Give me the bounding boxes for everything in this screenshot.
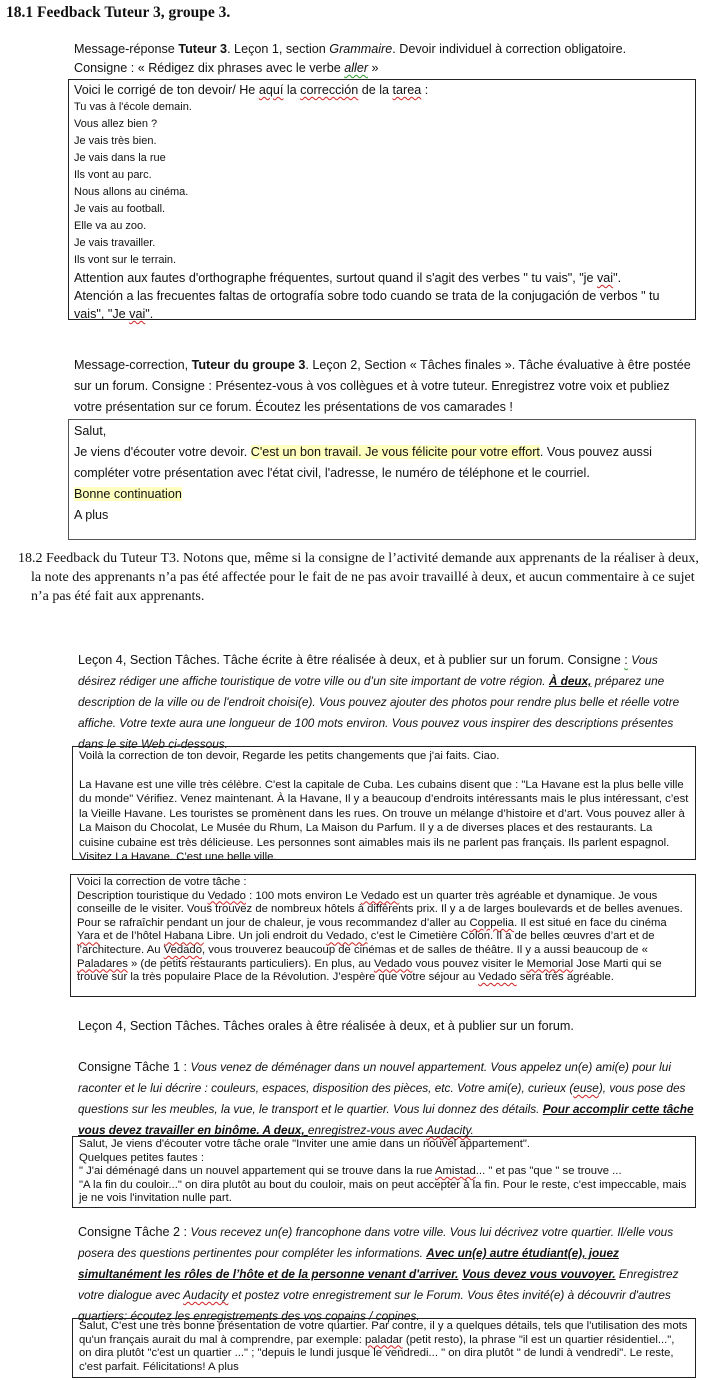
- signoff: A plus: [74, 508, 109, 522]
- sentence: Je vais travailler.: [74, 237, 156, 249]
- text: de la: [358, 83, 393, 97]
- highlighted-text: Bonne continuation: [74, 487, 182, 501]
- consigne-text: préparez une description de la ville ou de l'endroit choisi(e). Vous pouvez ajouter des photos pour rendre plus belle et réelle votre affiche. Votre texte aura une longueur de 100 mots environ. Vous pouvez vous inspirer des descriptions présentes dans le site Web ci-dessous.: [78, 674, 680, 751]
- text: ".: [613, 271, 622, 285]
- text: :: [421, 83, 429, 97]
- misspelled-word: aquí: [258, 83, 284, 97]
- correction-box-2: [68, 419, 696, 540]
- feedback-line: Quelques petites fautes :: [79, 1151, 204, 1164]
- box-header: Voilà la correction de ton devoir, Regarde les petits changements que j'ai faits. Ciao.: [79, 750, 500, 762]
- text: :: [624, 653, 628, 667]
- emphasis: Vous devez vous vouvoyer.: [461, 1267, 616, 1281]
- text: . Il est situé en face du cinéma: [514, 916, 667, 929]
- consigne-text: Vous recevez un(e) francophone dans votre ville. Vous lui décrivez votre quartier. Il/elle vous posera des questions pertinentes pour compléter les informations.: [78, 1225, 674, 1260]
- tutor-name: Tuteur 3: [178, 42, 228, 56]
- text: , vous trouverez beaucoup de cinémas et de salles de théâtre. Il y a aussi beaucoup de «: [201, 943, 648, 956]
- oral-task-2-instructions: [78, 1222, 698, 1327]
- oral-task-1-instructions: [78, 1057, 698, 1141]
- text: . Leçon 1, section: [227, 42, 330, 56]
- text: . Leçon 2, Section « Tâches finales ». Tâche évaluative à être postée sur un forum. Consigne : Présentez-vous à vos collègues et à votre tuteur. Enregistrez votre voix et publiez votre présentation sur ce forum. Écoutez les présentations de vos camarades !: [74, 358, 691, 414]
- feedback-body: [74, 442, 690, 484]
- sentence: Tu vas à l'école demain.: [74, 101, 192, 113]
- section-name: Grammaire: [329, 42, 393, 56]
- consigne-text: Vous venez de déménager dans un nouvel appartement. Vous appelez un(e) ami(e) pour lui raconter et le lui décrire : couleurs, espaces, disposition des pièces, etc. Votre ami(e), curieux (: [78, 1060, 671, 1095]
- text: . Vous pouvez aussi compléter votre présentation avec l'état civil, l'adresse, le numéro de téléphone et le courriel.: [74, 445, 652, 480]
- feedback-line: Salut, Je viens d'écouter votre tâche orale "Inviter une amie dans un nouvel appartement".: [79, 1138, 531, 1150]
- consigne-text: ), vous pose des questions sur les meubles, la vue, le transport et le quartier. Vous lui donnez des détails.: [78, 1081, 686, 1116]
- consigne-label: Consigne Tâche 2 :: [78, 1225, 191, 1239]
- tutor-name: Tuteur du groupe 3: [191, 358, 306, 372]
- feedback-text: [79, 1320, 689, 1374]
- message-1-intro: [74, 40, 700, 78]
- sentence: Je vais au football.: [74, 203, 166, 215]
- consigne-text: Enregistrez votre dialogue avec: [78, 1267, 679, 1302]
- message-1-consigne: [74, 59, 700, 78]
- misspelled-word: euse: [573, 1081, 599, 1095]
- text: . Devoir individuel à correction obligatoire.: [392, 42, 627, 56]
- text: »: [368, 61, 379, 75]
- misspelled-word: vai: [129, 307, 146, 321]
- misspelled-word: Paladares: [77, 957, 128, 970]
- correction-box-havane: [72, 746, 696, 863]
- consigne-text: enregistrez-vous avec: [307, 1123, 427, 1137]
- verb: aller: [344, 61, 369, 75]
- text: Message-réponse: [74, 42, 179, 56]
- text: Leçon 4, Section Tâches. Tâche écrite à être réalisée à deux, et à publier sur un forum. Consigne: [78, 653, 625, 667]
- text: " J'ai déménagé dans un nouvel appartement qui se trouve dans la rue: [79, 1165, 435, 1178]
- text: c’est le Cimetière Colon. Il a de belles œuvres d’art et de l’architecture. Au: [77, 930, 655, 956]
- text: Voici le corrigé de ton devoir/ He: [74, 83, 259, 97]
- consigne-label: Consigne Tâche 1 :: [78, 1060, 191, 1074]
- highlighted-text: C'est un bon travail. Je vous félicite pour votre effort: [250, 445, 540, 459]
- feedback-line: "A la fin du couloir..." on dira plutôt au bout du couloir, mais on peut accepter à la fin. Pour le reste, c'est impeccable, mais je ne vois l'invitation nulle part.: [79, 1178, 687, 1205]
- misspelled-word: Yara: [77, 930, 101, 943]
- text: la: [283, 83, 301, 97]
- misspelled-word: Habana: [164, 930, 204, 943]
- text: Atención a las frecuentes faltas de ortografía sobre todo cuando se trata de la conjugación de verbos " tu vais", "Je: [74, 289, 660, 321]
- text: sera très agréable.: [516, 971, 614, 984]
- text: (petit resto), la phrase "il est un quartier résidentiel...", on dira plutôt "c'est un quartier ..." ; "depuis le lundi jusque le vendredi... " on dira plutôt " de lundi à vendredi". Le reste, c'est parfait. Félicitations! A plus: [79, 1333, 675, 1373]
- sentence: Je vais très bien.: [74, 135, 157, 147]
- text: vous pouvez visiter le: [412, 957, 527, 970]
- sentence: Ils vont sur le terrain.: [74, 254, 177, 266]
- feedback-line: [79, 1165, 689, 1179]
- misspelled-word: Coppelia: [469, 916, 515, 929]
- text: Salut, C'est une très bonne présentation de votre quartier. Par contre, il y a quelques détails, tels que l'utilisation des mots qu'un français aurait du mal à comprendre, par exemple:: [79, 1320, 688, 1346]
- software-name: Audacity: [183, 1288, 229, 1302]
- correction-box-vedado: [70, 874, 696, 997]
- text: Attention aux fautes d'orthographe fréquentes, surtout quand il s'agit des verbes " tu vais", "je: [74, 271, 597, 285]
- written-task-instructions: [78, 650, 698, 755]
- emphasis: Pour accomplir cette tâche vous devez travailler en binôme. A deux,: [78, 1102, 694, 1137]
- box-body: La Havane est une ville très célèbre. C'est la capitale de Cuba. Les cubains disent que : "La Havane est la plus belle ville du monde" Vérifiez. Venez maintenant. À la Havane, Il y a beaucoup d’endroits intéressants mais le plus intéressant, c’est la Vieille Havane. Les touristes se promènent dans les rues. On trouve un mélange d’histoire et d’art. Vous pouvez aller à La Maison du Chocolat, Le Musée du Rhum, La Maison du Parfum. Il y a de diverses places et des restaurants. La cuisine cubaine est très délicieuse. Les personnes sont aimables mais ils ne parlent pas français. Ils parlent espagnol. Visitez La Havane. C’est une belle ville.: [79, 778, 689, 863]
- consigne-text: et postez votre enregistrement sur le Forum. Vous êtes invité(e) à découvrir d'autres quartiers: écoutez les enregistrements des vos copains / copines.: [78, 1288, 671, 1323]
- text: : 100 mots environ Le: [245, 889, 361, 902]
- correction-box-1: [68, 79, 696, 320]
- misspelled-word: Vedado: [360, 889, 400, 902]
- sentence: Elle va au zoo.: [74, 220, 147, 232]
- text: » (de petits restaurants particuliers). En plus, au: [127, 957, 375, 970]
- misspelled-word: Vedado: [478, 971, 517, 984]
- text: Libre. Un joli endroit du: [203, 930, 327, 943]
- sentence: Vous allez bien ?: [74, 118, 158, 130]
- misspelled-word: Memorial: [526, 957, 574, 970]
- text: Message-correction,: [74, 358, 192, 372]
- software-name: Audacity: [426, 1123, 471, 1137]
- text: Consigne : « Rédigez dix phrases avec le verbe: [74, 61, 345, 75]
- section-18-1-title: 18.1 Feedback Tuteur 3, groupe 3.: [6, 4, 231, 21]
- box-header: Voici la correction de votre tâche :: [77, 876, 247, 888]
- text: Jose Marti qui se trouve sur la très populaire Place de la Révolution. J’espère que votre séjour au: [77, 957, 662, 984]
- misspelled-word: Vedado: [374, 957, 413, 970]
- misspelled-word: vai: [597, 271, 614, 285]
- correction-1-header: [74, 81, 690, 99]
- message-2-intro: [74, 355, 700, 418]
- misspelled-word: Vedado,: [326, 930, 368, 943]
- correction-box-oral-2: [72, 1318, 696, 1378]
- emphasis: À deux,: [548, 674, 592, 688]
- correction-box-oral-1: [72, 1136, 696, 1208]
- text: Je viens d'écouter votre devoir.: [74, 445, 251, 459]
- greeting: Salut,: [74, 424, 107, 438]
- box-body: [77, 890, 689, 985]
- section-18-2-title: 18.2 Feedback du Tuteur T3. Notons que, même si la consigne de l’activité demande aux apprenants de la réaliser à deux, la note des apprenants n’a pas été affectée pour le fait de ne pas avoir travaillé à deux, et aucun commentaire à ce sujet n’a pas été fait aux apprenants.: [18, 551, 699, 604]
- sentence: Je vais dans la rue: [74, 152, 166, 164]
- consigne-text: .: [470, 1123, 474, 1137]
- text: est un quarter très agréable et dynamique. Je vous conseille de le visiter. Vous trouvez de nombreux hôtels à différents prix. Il y a de larges boulevards et de belles avenues. Pour se rafraîchir pendant un jour de chaleur, je vous recommandez d’aller au: [77, 889, 683, 929]
- message-2-text: [74, 355, 700, 418]
- consigne-text: Vous désirez rédiger une affiche touristique de votre ville ou d’un site important de votre région.: [78, 653, 658, 688]
- oral-tasks-intro: Leçon 4, Section Tâches. Tâches orales à être réalisée à deux, et à publier sur un forum.: [78, 1019, 574, 1033]
- misspelled-word: Vedado: [163, 943, 202, 956]
- text: ... " et pas "que " se trouve ...: [475, 1165, 622, 1178]
- closing: [74, 484, 690, 505]
- message-1-heading: [74, 40, 700, 59]
- note-french: [74, 269, 690, 287]
- emphasis: Avec un(e) autre étudiant(e), jouez simultanément les rôles de l’hôte et de la personne venant d'arriver.: [78, 1246, 619, 1281]
- note-spanish: [74, 287, 690, 323]
- sentence: Ils vont au parc.: [74, 169, 152, 181]
- text: Description touristique du: [77, 889, 208, 902]
- misspelled-word: corrección: [300, 83, 359, 97]
- misspelled-word: Amistad: [434, 1165, 476, 1178]
- text: ".: [145, 307, 154, 321]
- sentence: Nous allons au cinéma.: [74, 186, 189, 198]
- misspelled-word: tarea: [392, 83, 422, 97]
- misspelled-word: paladar: [365, 1333, 403, 1346]
- misspelled-word: Vedado: [207, 889, 246, 902]
- text: et de l’hôtel: [100, 930, 165, 943]
